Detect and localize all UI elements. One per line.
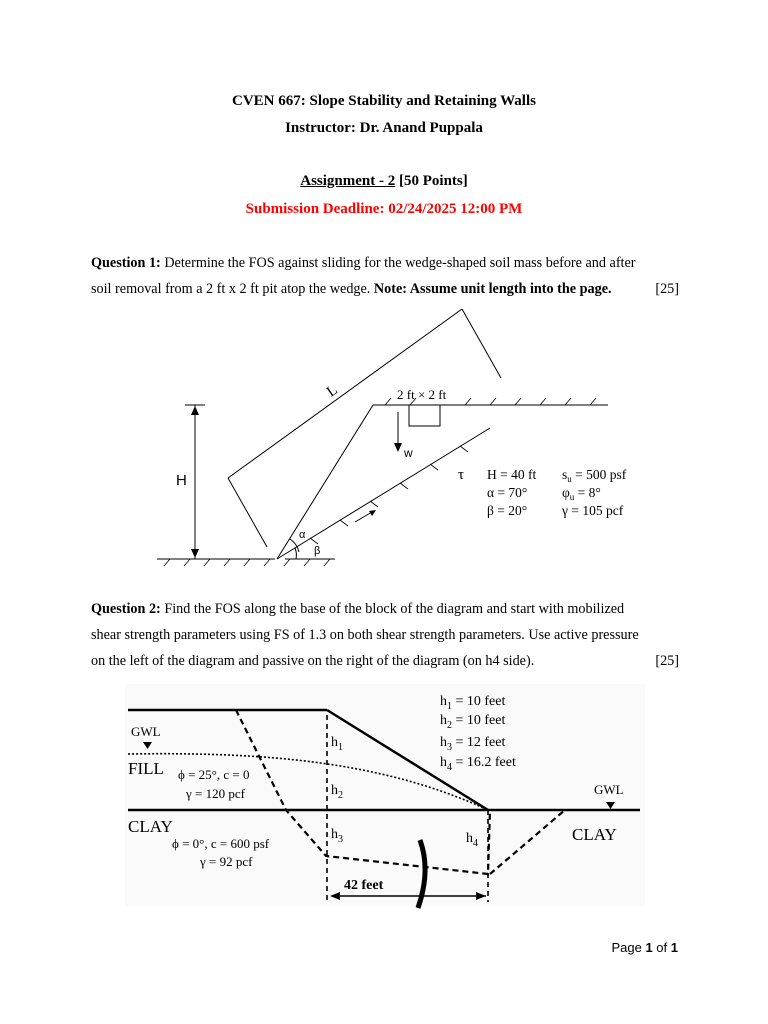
gwl-right-label: GWL — [594, 782, 624, 797]
assignment-label: Assignment - 2 — [300, 173, 396, 189]
h2-marker: $h_2$ — [331, 783, 343, 801]
L-label: L — [323, 382, 341, 401]
h3-value: $h_3 = 12$ feet — [440, 735, 506, 753]
question-1-points: [25] — [655, 281, 679, 297]
instructor-line: Instructor: Dr. Anand Puppala — [285, 120, 483, 136]
question-1-line-2: soil removal from a 2 ft x 2 ft pit atop the wedge. Note: Assume unit length into the page. [25] — [91, 276, 679, 302]
question-2 — [91, 596, 679, 674]
h3-marker: $h_3$ — [331, 827, 343, 845]
question-2-line-2: shear strength parameters using FS of 1.3 on both shear strength parameters. Use active pressure — [91, 627, 639, 643]
param-gamma: γ = 105 pcf — [562, 503, 624, 518]
pit-label: 2 ft × 2 ft — [397, 387, 447, 402]
h4-marker: $h_4$ — [466, 831, 478, 849]
h4-value: $h_4 = 16.2$ feet — [440, 755, 516, 773]
beta-label: β — [314, 545, 321, 557]
assignment-points: [50 Points] — [395, 173, 468, 189]
clay-right-label: CLAY — [572, 825, 617, 844]
gwl-left-label: GWL — [131, 724, 161, 739]
page-number: Page 1 of 1 — [611, 940, 678, 955]
param-alpha: α = 70° — [487, 485, 528, 500]
param-beta: β = 20° — [487, 503, 528, 518]
clay-left-label: CLAY — [128, 817, 173, 836]
clay-props-1: ϕ = 0°, c = 600 psf — [172, 836, 270, 851]
tau-label: τ — [458, 467, 465, 483]
question-2-points: [25] — [655, 653, 679, 669]
wedge-parameters — [487, 467, 627, 518]
question-2-line-3: on the left of the diagram and passive on the right of the diagram (on h4 side). [25] — [91, 648, 679, 674]
question-1-label: Question 1: — [91, 255, 161, 271]
fill-props-1: ϕ = 25°, c = 0 — [178, 767, 250, 782]
dimension-42-feet: 42 feet — [344, 878, 384, 893]
alpha-label: α — [299, 529, 306, 541]
w-label: w — [404, 446, 413, 460]
question-1-line-1: Question 1: Determine the FOS against sliding for the wedge-shaped soil mass before and after — [91, 255, 636, 271]
H-label: H — [176, 472, 187, 489]
h1-marker: $h_1$ — [331, 735, 343, 753]
question-1-note: Note: Assume unit length into the page. — [373, 281, 612, 297]
fill-label: FILL — [128, 759, 164, 778]
question-2-line-1: Question 2: Find the FOS along the base of the block of the diagram and start with mobilized — [91, 601, 625, 617]
h2-value: $h_2 = 10$ feet — [440, 713, 506, 731]
fill-props-2: γ = 120 pcf — [186, 786, 245, 801]
param-H: H = 40 ft — [487, 467, 537, 482]
assignment-title — [0, 173, 768, 190]
block-figure — [0, 680, 768, 912]
course-title: CVEN 667: Slope Stability and Retaining Walls — [232, 93, 536, 109]
clay-props-2: γ = 92 pcf — [200, 854, 253, 869]
param-phi: $\varphi_u = 8^\circ$ — [562, 485, 601, 502]
wedge-figure — [0, 300, 768, 580]
param-su: $s_u = 500$ psf — [562, 467, 627, 484]
h1-value: $h_1 = 10$ feet — [440, 694, 506, 712]
question-2-label: Question 2: — [91, 601, 161, 617]
question-1 — [91, 250, 679, 302]
submission-deadline: Submission Deadline: 02/24/2025 12:00 PM — [245, 201, 523, 217]
